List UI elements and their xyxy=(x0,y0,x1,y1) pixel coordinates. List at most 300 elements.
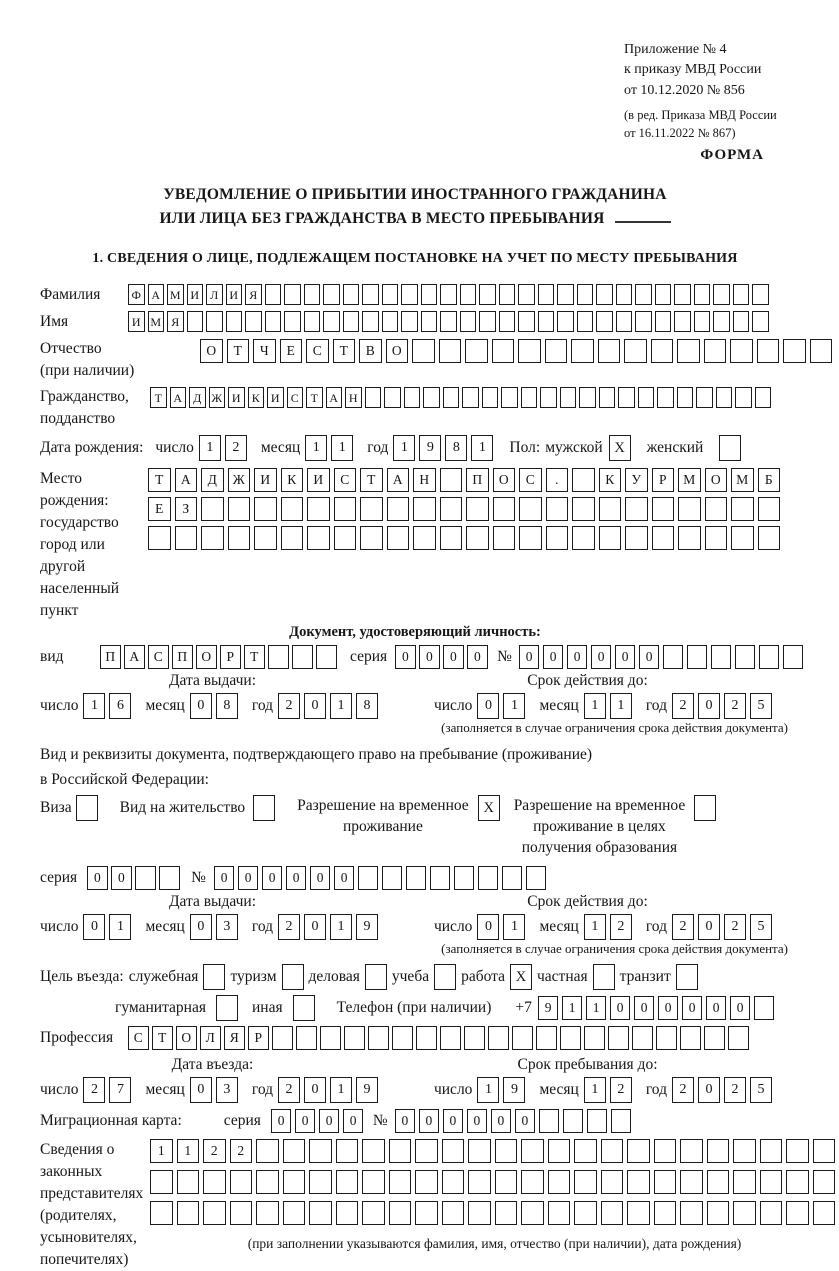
char-cell[interactable] xyxy=(652,497,675,521)
char-cell[interactable] xyxy=(731,526,754,550)
month-digit-cell[interactable]: 1 xyxy=(331,435,353,461)
char-cell[interactable]: 0 xyxy=(519,645,540,669)
year-digit-cell[interactable]: 0 xyxy=(304,693,326,719)
char-cell[interactable]: 0 xyxy=(395,1109,416,1133)
char-cell[interactable] xyxy=(404,387,421,408)
char-cell[interactable] xyxy=(495,1170,518,1194)
month-digit-cell[interactable]: 0 xyxy=(190,1077,212,1103)
temp-residence-education-checkbox[interactable] xyxy=(694,795,716,821)
char-cell[interactable] xyxy=(323,284,340,305)
char-cell[interactable] xyxy=(560,387,577,408)
char-cell[interactable] xyxy=(731,497,754,521)
char-cell[interactable] xyxy=(601,1170,624,1194)
char-cell[interactable] xyxy=(519,497,542,521)
char-cell[interactable] xyxy=(735,387,752,408)
char-cell[interactable] xyxy=(599,526,622,550)
char-cell[interactable] xyxy=(430,866,451,890)
char-cell[interactable] xyxy=(488,1026,509,1050)
char-cell[interactable] xyxy=(464,1026,485,1050)
char-cell[interactable] xyxy=(694,311,711,332)
year-digit-cell[interactable]: 0 xyxy=(698,1077,720,1103)
char-cell[interactable] xyxy=(358,866,379,890)
char-cell[interactable] xyxy=(206,311,223,332)
char-cell[interactable] xyxy=(201,526,224,550)
char-cell[interactable]: С xyxy=(128,1026,149,1050)
char-cell[interactable] xyxy=(548,1170,571,1194)
year-digit-cell[interactable]: 2 xyxy=(672,914,694,940)
char-cell[interactable] xyxy=(265,284,282,305)
char-cell[interactable] xyxy=(360,497,383,521)
char-cell[interactable]: 0 xyxy=(214,866,235,890)
char-cell[interactable] xyxy=(360,526,383,550)
year-digit-cell[interactable]: 0 xyxy=(304,914,326,940)
char-cell[interactable] xyxy=(574,1170,597,1194)
char-cell[interactable] xyxy=(754,996,775,1020)
char-cell[interactable] xyxy=(624,339,647,363)
char-cell[interactable] xyxy=(625,497,648,521)
day-digit-cell[interactable]: 2 xyxy=(225,435,247,461)
char-cell[interactable] xyxy=(387,526,410,550)
char-cell[interactable] xyxy=(674,284,691,305)
char-cell[interactable] xyxy=(460,284,477,305)
year-digit-cell[interactable]: 2 xyxy=(278,1077,300,1103)
char-cell[interactable]: 0 xyxy=(615,645,636,669)
char-cell[interactable] xyxy=(760,1201,783,1225)
char-cell[interactable]: 1 xyxy=(150,1139,173,1163)
char-cell[interactable] xyxy=(421,284,438,305)
char-cell[interactable]: 0 xyxy=(730,996,751,1020)
char-cell[interactable] xyxy=(759,645,780,669)
day-digit-cell[interactable]: 1 xyxy=(109,914,131,940)
char-cell[interactable] xyxy=(548,1139,571,1163)
char-cell[interactable]: О xyxy=(705,468,728,492)
char-cell[interactable] xyxy=(479,284,496,305)
char-cell[interactable]: М xyxy=(678,468,701,492)
char-cell[interactable] xyxy=(655,311,672,332)
char-cell[interactable] xyxy=(813,1139,836,1163)
char-cell[interactable] xyxy=(596,284,613,305)
char-cell[interactable]: Я xyxy=(245,284,262,305)
char-cell[interactable] xyxy=(304,311,321,332)
month-digit-cell[interactable]: 1 xyxy=(584,693,606,719)
char-cell[interactable] xyxy=(283,1139,306,1163)
char-cell[interactable]: . xyxy=(546,468,569,492)
year-digit-cell[interactable]: 2 xyxy=(724,1077,746,1103)
char-cell[interactable] xyxy=(413,526,436,550)
char-cell[interactable]: 0 xyxy=(271,1109,292,1133)
char-cell[interactable] xyxy=(468,1170,491,1194)
char-cell[interactable] xyxy=(632,1026,653,1050)
char-cell[interactable] xyxy=(598,339,621,363)
char-cell[interactable]: 0 xyxy=(419,1109,440,1133)
char-cell[interactable]: 0 xyxy=(682,996,703,1020)
char-cell[interactable] xyxy=(362,1201,385,1225)
day-digit-cell[interactable]: 7 xyxy=(109,1077,131,1103)
char-cell[interactable] xyxy=(638,387,655,408)
char-cell[interactable] xyxy=(415,1201,438,1225)
char-cell[interactable]: Ж xyxy=(228,468,251,492)
day-digit-cell[interactable]: 1 xyxy=(199,435,221,461)
char-cell[interactable]: 0 xyxy=(443,645,464,669)
char-cell[interactable] xyxy=(389,1170,412,1194)
char-cell[interactable] xyxy=(307,497,330,521)
char-cell[interactable] xyxy=(416,1026,437,1050)
char-cell[interactable] xyxy=(502,866,523,890)
char-cell[interactable] xyxy=(362,1170,385,1194)
char-cell[interactable] xyxy=(389,1201,412,1225)
char-cell[interactable]: Т xyxy=(150,387,167,408)
char-cell[interactable]: И xyxy=(254,468,277,492)
char-cell[interactable] xyxy=(635,311,652,332)
char-cell[interactable] xyxy=(362,1139,385,1163)
month-digit-cell[interactable]: 3 xyxy=(216,914,238,940)
month-digit-cell[interactable]: 8 xyxy=(216,693,238,719)
char-cell[interactable] xyxy=(150,1201,173,1225)
char-cell[interactable] xyxy=(203,1170,226,1194)
char-cell[interactable] xyxy=(705,526,728,550)
char-cell[interactable]: 1 xyxy=(586,996,607,1020)
char-cell[interactable]: 0 xyxy=(111,866,132,890)
purpose-official-checkbox[interactable] xyxy=(203,964,225,990)
char-cell[interactable] xyxy=(512,1026,533,1050)
char-cell[interactable]: 0 xyxy=(319,1109,340,1133)
char-cell[interactable] xyxy=(752,284,769,305)
char-cell[interactable] xyxy=(362,311,379,332)
char-cell[interactable] xyxy=(627,1201,650,1225)
char-cell[interactable]: Р xyxy=(220,645,241,669)
char-cell[interactable] xyxy=(401,284,418,305)
char-cell[interactable] xyxy=(733,1139,756,1163)
year-digit-cell[interactable]: 1 xyxy=(330,1077,352,1103)
char-cell[interactable] xyxy=(175,526,198,550)
char-cell[interactable] xyxy=(728,1026,749,1050)
day-digit-cell[interactable]: 9 xyxy=(503,1077,525,1103)
char-cell[interactable] xyxy=(440,497,463,521)
char-cell[interactable]: Т xyxy=(306,387,323,408)
purpose-tourism-checkbox[interactable] xyxy=(282,964,304,990)
char-cell[interactable]: Д xyxy=(189,387,206,408)
char-cell[interactable]: О xyxy=(386,339,409,363)
char-cell[interactable] xyxy=(783,339,806,363)
char-cell[interactable] xyxy=(226,311,243,332)
char-cell[interactable]: Я xyxy=(167,311,184,332)
char-cell[interactable] xyxy=(563,1109,584,1133)
char-cell[interactable]: И xyxy=(307,468,330,492)
char-cell[interactable] xyxy=(230,1201,253,1225)
year-digit-cell[interactable]: 2 xyxy=(724,693,746,719)
char-cell[interactable] xyxy=(678,526,701,550)
char-cell[interactable] xyxy=(654,1170,677,1194)
month-digit-cell[interactable]: 2 xyxy=(610,914,632,940)
char-cell[interactable] xyxy=(601,1139,624,1163)
month-digit-cell[interactable]: 1 xyxy=(305,435,327,461)
char-cell[interactable] xyxy=(608,1026,629,1050)
char-cell[interactable] xyxy=(813,1170,836,1194)
char-cell[interactable]: Н xyxy=(413,468,436,492)
char-cell[interactable] xyxy=(336,1201,359,1225)
char-cell[interactable] xyxy=(495,1201,518,1225)
char-cell[interactable] xyxy=(283,1201,306,1225)
char-cell[interactable]: И xyxy=(128,311,145,332)
char-cell[interactable] xyxy=(651,339,674,363)
char-cell[interactable] xyxy=(572,497,595,521)
char-cell[interactable] xyxy=(760,1139,783,1163)
char-cell[interactable] xyxy=(466,526,489,550)
day-digit-cell[interactable]: 1 xyxy=(83,693,105,719)
char-cell[interactable] xyxy=(538,311,555,332)
char-cell[interactable] xyxy=(536,1026,557,1050)
char-cell[interactable]: 0 xyxy=(310,866,331,890)
year-digit-cell[interactable]: 0 xyxy=(304,1077,326,1103)
month-digit-cell[interactable]: 1 xyxy=(610,693,632,719)
month-digit-cell[interactable]: 3 xyxy=(216,1077,238,1103)
char-cell[interactable]: И xyxy=(228,387,245,408)
char-cell[interactable]: А xyxy=(326,387,343,408)
char-cell[interactable]: Р xyxy=(652,468,675,492)
char-cell[interactable]: М xyxy=(731,468,754,492)
year-digit-cell[interactable]: 0 xyxy=(698,914,720,940)
char-cell[interactable] xyxy=(336,1139,359,1163)
year-digit-cell[interactable]: 2 xyxy=(278,693,300,719)
char-cell[interactable] xyxy=(304,284,321,305)
char-cell[interactable] xyxy=(406,866,427,890)
char-cell[interactable] xyxy=(548,1201,571,1225)
char-cell[interactable] xyxy=(344,1026,365,1050)
char-cell[interactable]: С xyxy=(148,645,169,669)
month-digit-cell[interactable]: 1 xyxy=(584,914,606,940)
char-cell[interactable]: А xyxy=(175,468,198,492)
char-cell[interactable] xyxy=(601,1201,624,1225)
char-cell[interactable] xyxy=(546,526,569,550)
char-cell[interactable] xyxy=(539,1109,560,1133)
char-cell[interactable]: 0 xyxy=(443,1109,464,1133)
char-cell[interactable] xyxy=(268,645,289,669)
char-cell[interactable] xyxy=(757,339,780,363)
char-cell[interactable] xyxy=(256,1201,279,1225)
char-cell[interactable]: И xyxy=(226,284,243,305)
char-cell[interactable] xyxy=(577,284,594,305)
char-cell[interactable] xyxy=(635,284,652,305)
char-cell[interactable] xyxy=(574,1201,597,1225)
char-cell[interactable] xyxy=(365,387,382,408)
char-cell[interactable]: О xyxy=(493,468,516,492)
char-cell[interactable]: С xyxy=(334,468,357,492)
char-cell[interactable] xyxy=(230,1170,253,1194)
char-cell[interactable] xyxy=(368,1026,389,1050)
char-cell[interactable] xyxy=(284,311,301,332)
char-cell[interactable] xyxy=(704,1026,725,1050)
char-cell[interactable]: 0 xyxy=(295,1109,316,1133)
month-digit-cell[interactable]: 2 xyxy=(610,1077,632,1103)
char-cell[interactable]: М xyxy=(167,284,184,305)
char-cell[interactable]: 0 xyxy=(87,866,108,890)
char-cell[interactable] xyxy=(309,1139,332,1163)
char-cell[interactable] xyxy=(786,1201,809,1225)
char-cell[interactable] xyxy=(187,311,204,332)
char-cell[interactable] xyxy=(201,497,224,521)
char-cell[interactable]: А xyxy=(387,468,410,492)
char-cell[interactable] xyxy=(694,284,711,305)
char-cell[interactable]: 1 xyxy=(562,996,583,1020)
year-digit-cell[interactable]: 9 xyxy=(419,435,441,461)
char-cell[interactable] xyxy=(272,1026,293,1050)
char-cell[interactable] xyxy=(135,866,156,890)
char-cell[interactable] xyxy=(493,526,516,550)
char-cell[interactable] xyxy=(150,1170,173,1194)
char-cell[interactable]: О xyxy=(176,1026,197,1050)
char-cell[interactable] xyxy=(655,284,672,305)
char-cell[interactable] xyxy=(674,311,691,332)
char-cell[interactable] xyxy=(707,1201,730,1225)
char-cell[interactable] xyxy=(716,387,733,408)
year-digit-cell[interactable]: 5 xyxy=(750,1077,772,1103)
char-cell[interactable] xyxy=(677,387,694,408)
char-cell[interactable] xyxy=(587,1109,608,1133)
char-cell[interactable] xyxy=(460,311,477,332)
char-cell[interactable]: Я xyxy=(224,1026,245,1050)
day-digit-cell[interactable]: 0 xyxy=(83,914,105,940)
char-cell[interactable]: Т xyxy=(152,1026,173,1050)
char-cell[interactable] xyxy=(656,1026,677,1050)
char-cell[interactable] xyxy=(599,387,616,408)
char-cell[interactable] xyxy=(627,1170,650,1194)
char-cell[interactable] xyxy=(704,339,727,363)
char-cell[interactable] xyxy=(254,497,277,521)
char-cell[interactable]: 1 xyxy=(177,1139,200,1163)
char-cell[interactable]: 0 xyxy=(706,996,727,1020)
char-cell[interactable]: 0 xyxy=(591,645,612,669)
char-cell[interactable] xyxy=(599,497,622,521)
char-cell[interactable]: Л xyxy=(206,284,223,305)
char-cell[interactable]: С xyxy=(306,339,329,363)
char-cell[interactable]: 0 xyxy=(543,645,564,669)
char-cell[interactable]: П xyxy=(172,645,193,669)
char-cell[interactable] xyxy=(735,645,756,669)
char-cell[interactable] xyxy=(462,387,479,408)
char-cell[interactable] xyxy=(571,339,594,363)
char-cell[interactable] xyxy=(611,1109,632,1133)
char-cell[interactable]: П xyxy=(466,468,489,492)
char-cell[interactable]: 0 xyxy=(419,645,440,669)
char-cell[interactable] xyxy=(468,1139,491,1163)
purpose-private-checkbox[interactable] xyxy=(593,964,615,990)
month-digit-cell[interactable]: 0 xyxy=(190,914,212,940)
char-cell[interactable] xyxy=(705,497,728,521)
char-cell[interactable] xyxy=(687,645,708,669)
female-checkbox[interactable] xyxy=(719,435,741,461)
char-cell[interactable] xyxy=(518,311,535,332)
month-digit-cell[interactable]: 1 xyxy=(584,1077,606,1103)
char-cell[interactable] xyxy=(572,526,595,550)
char-cell[interactable] xyxy=(596,311,613,332)
char-cell[interactable] xyxy=(713,284,730,305)
char-cell[interactable]: У xyxy=(625,468,648,492)
year-digit-cell[interactable]: 1 xyxy=(471,435,493,461)
char-cell[interactable] xyxy=(733,1201,756,1225)
char-cell[interactable]: 0 xyxy=(515,1109,536,1133)
char-cell[interactable]: 0 xyxy=(286,866,307,890)
char-cell[interactable] xyxy=(654,1201,677,1225)
year-digit-cell[interactable]: 2 xyxy=(278,914,300,940)
char-cell[interactable] xyxy=(577,311,594,332)
char-cell[interactable] xyxy=(440,284,457,305)
day-digit-cell[interactable]: 1 xyxy=(477,1077,499,1103)
year-digit-cell[interactable]: 1 xyxy=(330,914,352,940)
char-cell[interactable] xyxy=(309,1201,332,1225)
char-cell[interactable] xyxy=(492,339,515,363)
char-cell[interactable] xyxy=(265,311,282,332)
char-cell[interactable]: 2 xyxy=(230,1139,253,1163)
char-cell[interactable] xyxy=(813,1201,836,1225)
char-cell[interactable]: С xyxy=(519,468,542,492)
year-digit-cell[interactable]: 2 xyxy=(672,693,694,719)
char-cell[interactable] xyxy=(159,866,180,890)
day-digit-cell[interactable]: 1 xyxy=(503,693,525,719)
char-cell[interactable] xyxy=(810,339,833,363)
char-cell[interactable]: Т xyxy=(333,339,356,363)
char-cell[interactable] xyxy=(574,1139,597,1163)
char-cell[interactable] xyxy=(343,311,360,332)
char-cell[interactable] xyxy=(540,387,557,408)
char-cell[interactable] xyxy=(442,1201,465,1225)
char-cell[interactable] xyxy=(309,1170,332,1194)
temp-residence-checkbox[interactable]: X xyxy=(478,795,500,821)
char-cell[interactable]: Р xyxy=(248,1026,269,1050)
char-cell[interactable] xyxy=(382,284,399,305)
char-cell[interactable]: С xyxy=(287,387,304,408)
char-cell[interactable] xyxy=(733,1170,756,1194)
char-cell[interactable] xyxy=(412,339,435,363)
char-cell[interactable]: 0 xyxy=(658,996,679,1020)
day-digit-cell[interactable]: 6 xyxy=(109,693,131,719)
char-cell[interactable] xyxy=(245,311,262,332)
char-cell[interactable] xyxy=(616,311,633,332)
char-cell[interactable] xyxy=(443,387,460,408)
char-cell[interactable]: Н xyxy=(345,387,362,408)
char-cell[interactable]: П xyxy=(100,645,121,669)
char-cell[interactable] xyxy=(730,339,753,363)
char-cell[interactable] xyxy=(466,497,489,521)
year-digit-cell[interactable]: 2 xyxy=(672,1077,694,1103)
char-cell[interactable] xyxy=(652,526,675,550)
char-cell[interactable] xyxy=(521,1201,544,1225)
char-cell[interactable] xyxy=(343,284,360,305)
char-cell[interactable] xyxy=(334,497,357,521)
char-cell[interactable] xyxy=(468,1201,491,1225)
char-cell[interactable] xyxy=(733,284,750,305)
char-cell[interactable] xyxy=(389,1139,412,1163)
char-cell[interactable] xyxy=(707,1170,730,1194)
char-cell[interactable] xyxy=(454,866,475,890)
char-cell[interactable]: К xyxy=(281,468,304,492)
purpose-business-checkbox[interactable] xyxy=(365,964,387,990)
char-cell[interactable] xyxy=(479,311,496,332)
char-cell[interactable] xyxy=(758,497,781,521)
char-cell[interactable] xyxy=(283,1170,306,1194)
char-cell[interactable] xyxy=(382,311,399,332)
char-cell[interactable]: Л xyxy=(200,1026,221,1050)
char-cell[interactable] xyxy=(560,1026,581,1050)
char-cell[interactable]: 0 xyxy=(491,1109,512,1133)
char-cell[interactable]: З xyxy=(175,497,198,521)
char-cell[interactable] xyxy=(618,387,635,408)
year-digit-cell[interactable]: 9 xyxy=(356,1077,378,1103)
char-cell[interactable] xyxy=(415,1139,438,1163)
char-cell[interactable] xyxy=(758,526,781,550)
male-checkbox[interactable]: X xyxy=(609,435,631,461)
char-cell[interactable] xyxy=(384,387,401,408)
char-cell[interactable]: К xyxy=(248,387,265,408)
